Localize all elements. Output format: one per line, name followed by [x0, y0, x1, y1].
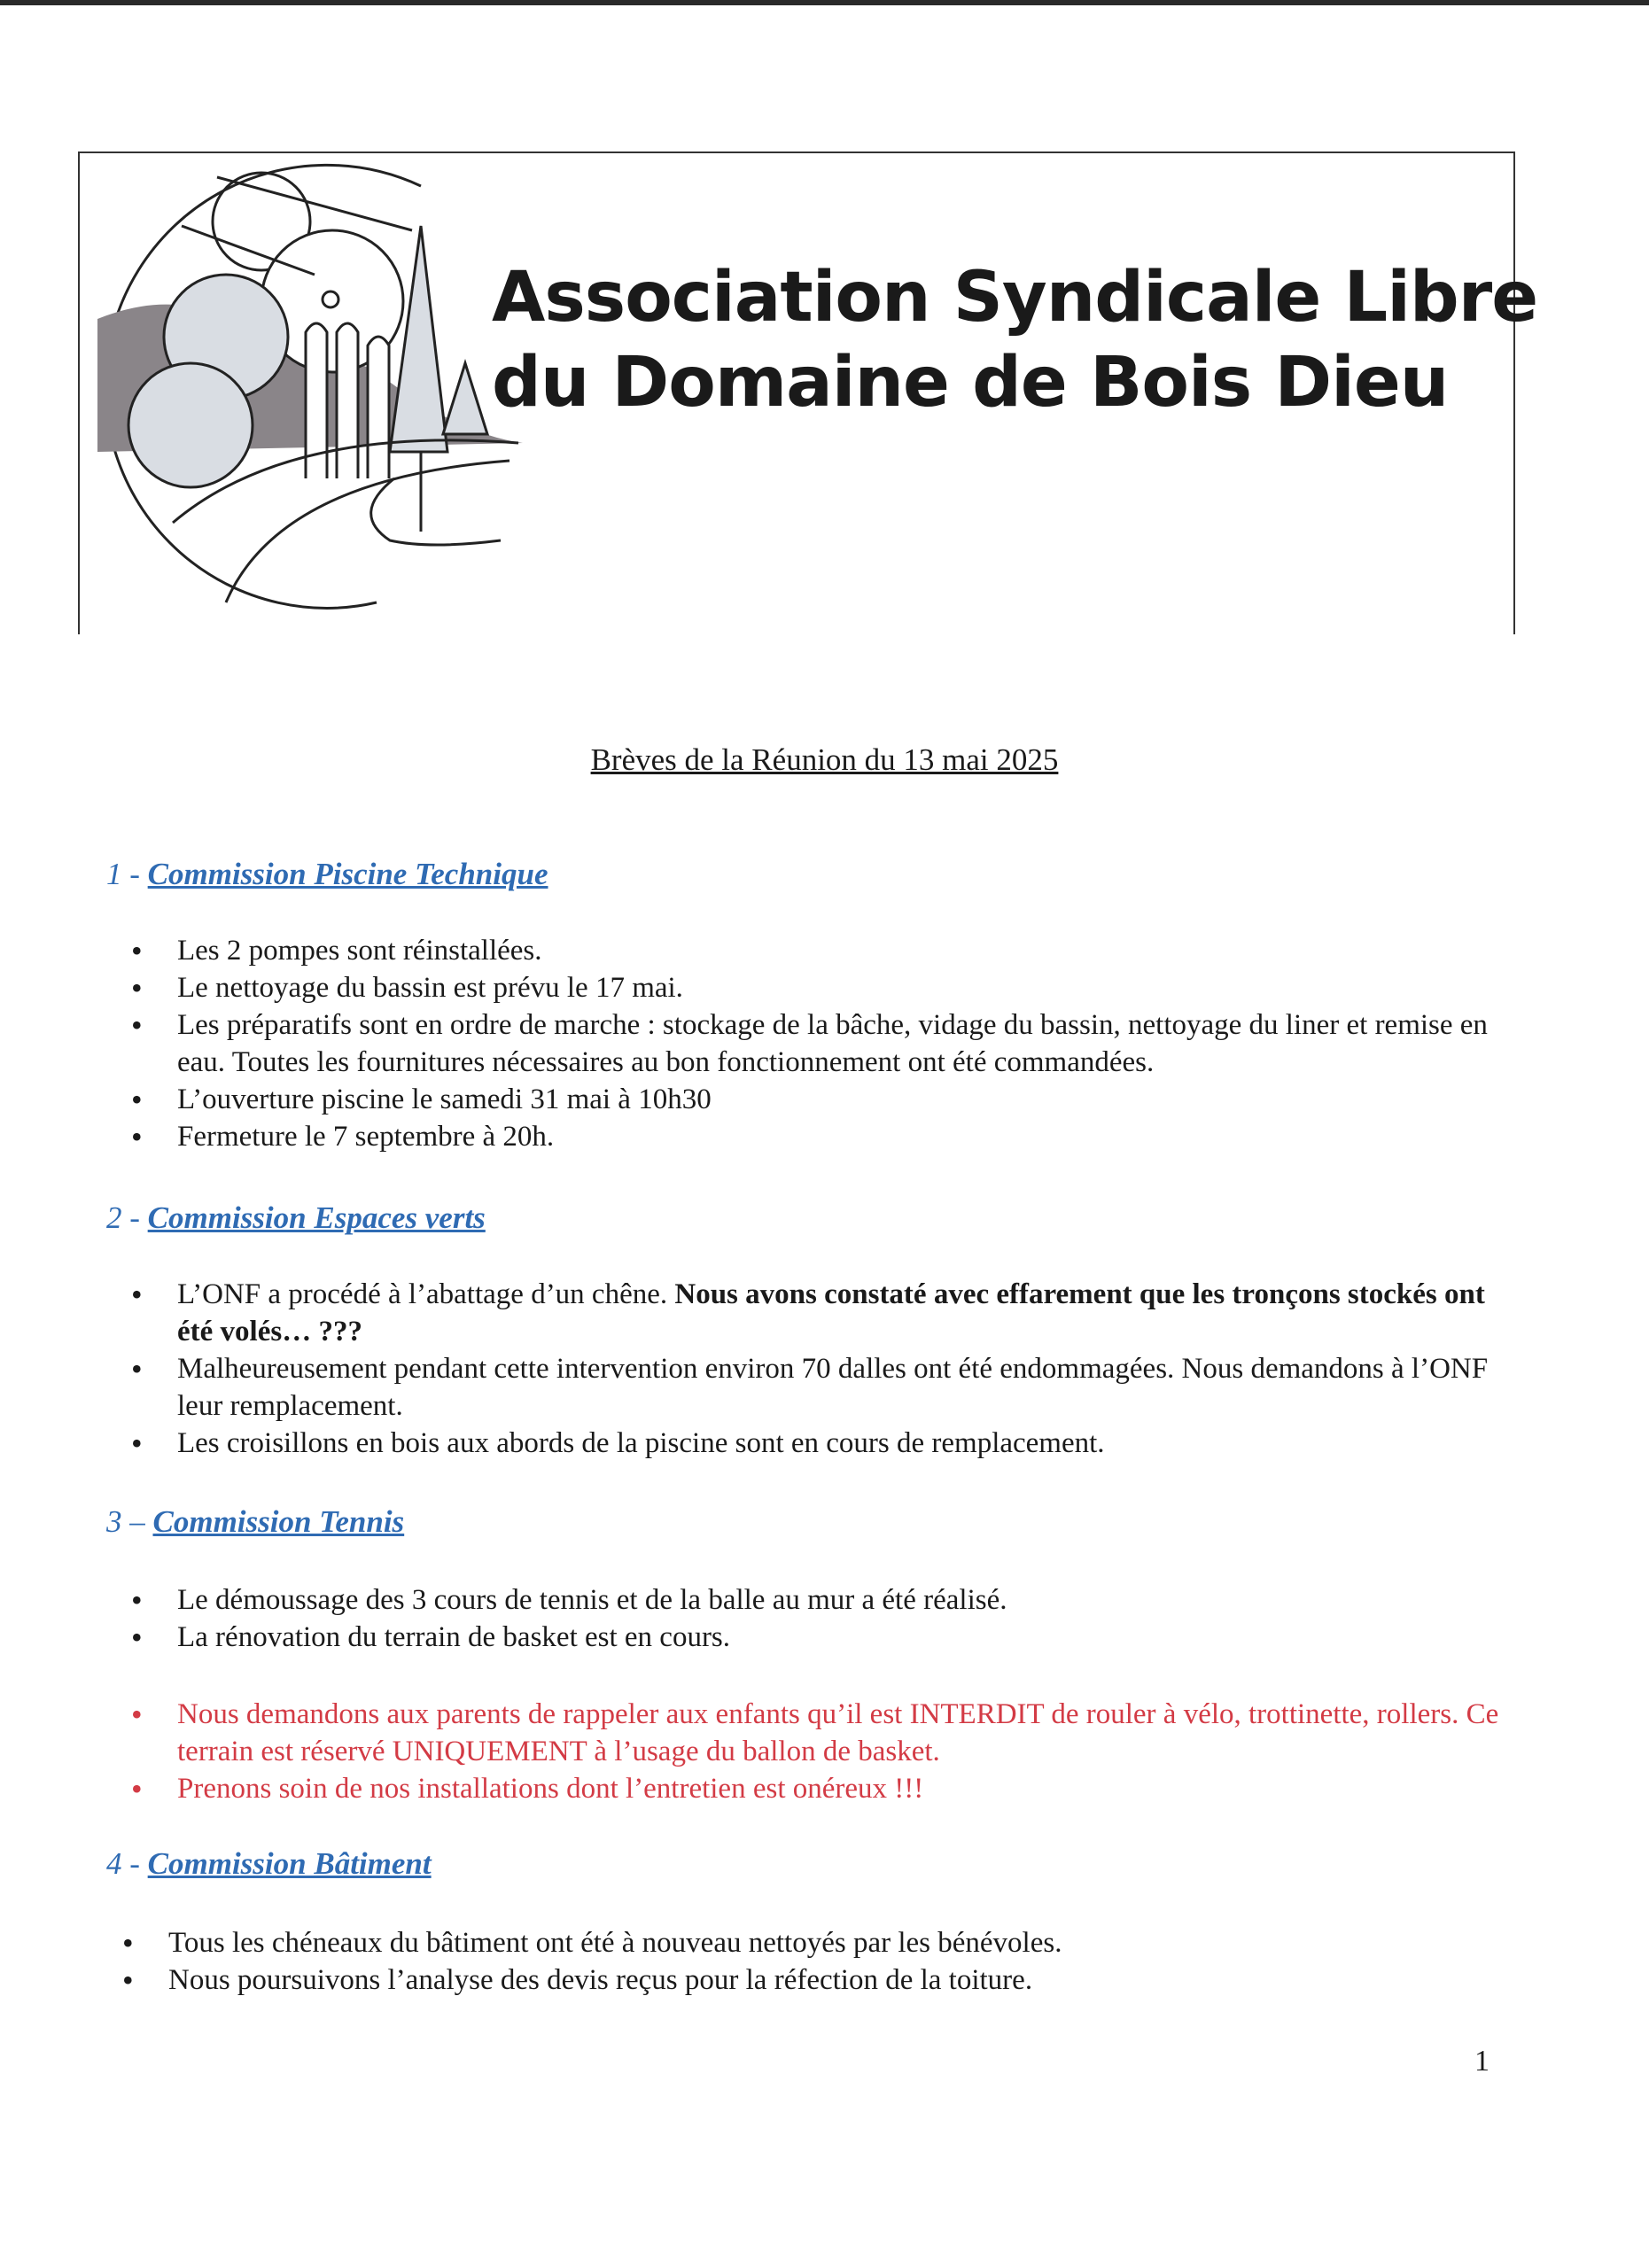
list-item: • Les préparatifs sont en ordre de marche : stockage de la bâche, vidage du bassin, nettoyage du liner et remise en eau. Toutes les fournitures nécessaires au bon fonctionnement ont été commandées.: [177, 1006, 1506, 1081]
section-3-list: [177, 1581, 1506, 1656]
warning-item: • Prenons soin de nos installations dont l’entretien est onéreux !!!: [177, 1770, 1506, 1807]
section-2-title: Commission Espaces verts: [147, 1200, 486, 1235]
warning-item: • Nous demandons aux parents de rappeler aux enfants qu’il est INTERDIT de rouler à vélo, trottinette, rollers. Ce terrain est réservé UNIQUEMENT à l’usage du ballon de basket.: [177, 1696, 1506, 1770]
section-1-heading: [106, 857, 548, 892]
list-item-bold-text: Nous avons constaté avec effarement que les tronçons stockés ont été volés… ???: [177, 1278, 1485, 1348]
section-4-list: [168, 1924, 1497, 1999]
list-item: • Le démoussage des 3 cours de tennis et de la balle au mur a été réalisé.: [177, 1581, 1506, 1619]
section-3-number: 3 –: [106, 1504, 145, 1539]
list-item: • Le nettoyage du bassin est prévu le 17 mai.: [177, 969, 1506, 1006]
org-title: [492, 255, 1537, 425]
org-title-line2: du Domaine de Bois Dieu: [492, 343, 1449, 423]
section-1-number: 1 -: [106, 857, 140, 891]
list-item-text: L’ONF a procédé à l’abattage d’un chêne.: [177, 1278, 675, 1310]
list-item: • L’ouverture piscine le samedi 31 mai à 10h30: [177, 1081, 1506, 1118]
meeting-subtitle: Brèves de la Réunion du 13 mai 2025: [590, 742, 1059, 777]
section-2-number: 2 -: [106, 1200, 140, 1235]
section-1-list: [177, 932, 1506, 1155]
section-4-number: 4 -: [106, 1846, 140, 1881]
section-3-heading: [106, 1504, 404, 1540]
list-item: [177, 1276, 1506, 1350]
org-title-line1: Association Syndicale Libre: [492, 258, 1538, 338]
list-item: • Les croisillons en bois aux abords de la piscine sont en cours de remplacement.: [177, 1425, 1506, 1462]
section-2-heading: [106, 1200, 486, 1236]
list-item: • Fermeture le 7 septembre à 20h.: [177, 1118, 1506, 1155]
scan-edge: [0, 0, 1649, 5]
section-4-title: Commission Bâtiment: [147, 1846, 432, 1881]
section-1-title: Commission Piscine Technique: [147, 857, 548, 891]
list-item: • Malheureusement pendant cette intervention environ 70 dalles ont été endommagées. Nous demandons à l’ONF leur remplacement.: [177, 1350, 1506, 1425]
section-3-title: Commission Tennis: [152, 1504, 405, 1539]
list-item: • Nous poursuivons l’analyse des devis reçus pour la réfection de la toiture.: [168, 1961, 1497, 1999]
list-item: • Les 2 pompes sont réinstallées.: [177, 932, 1506, 969]
list-item: • Tous les chéneaux du bâtiment ont été à nouveau nettoyés par les bénévoles.: [168, 1924, 1497, 1961]
section-3-warnings: [177, 1696, 1506, 1807]
section-2-list: [177, 1276, 1506, 1462]
page-number: 1: [1474, 2045, 1490, 2078]
list-item: • La rénovation du terrain de basket est en cours.: [177, 1619, 1506, 1656]
section-4-heading: [106, 1846, 432, 1882]
